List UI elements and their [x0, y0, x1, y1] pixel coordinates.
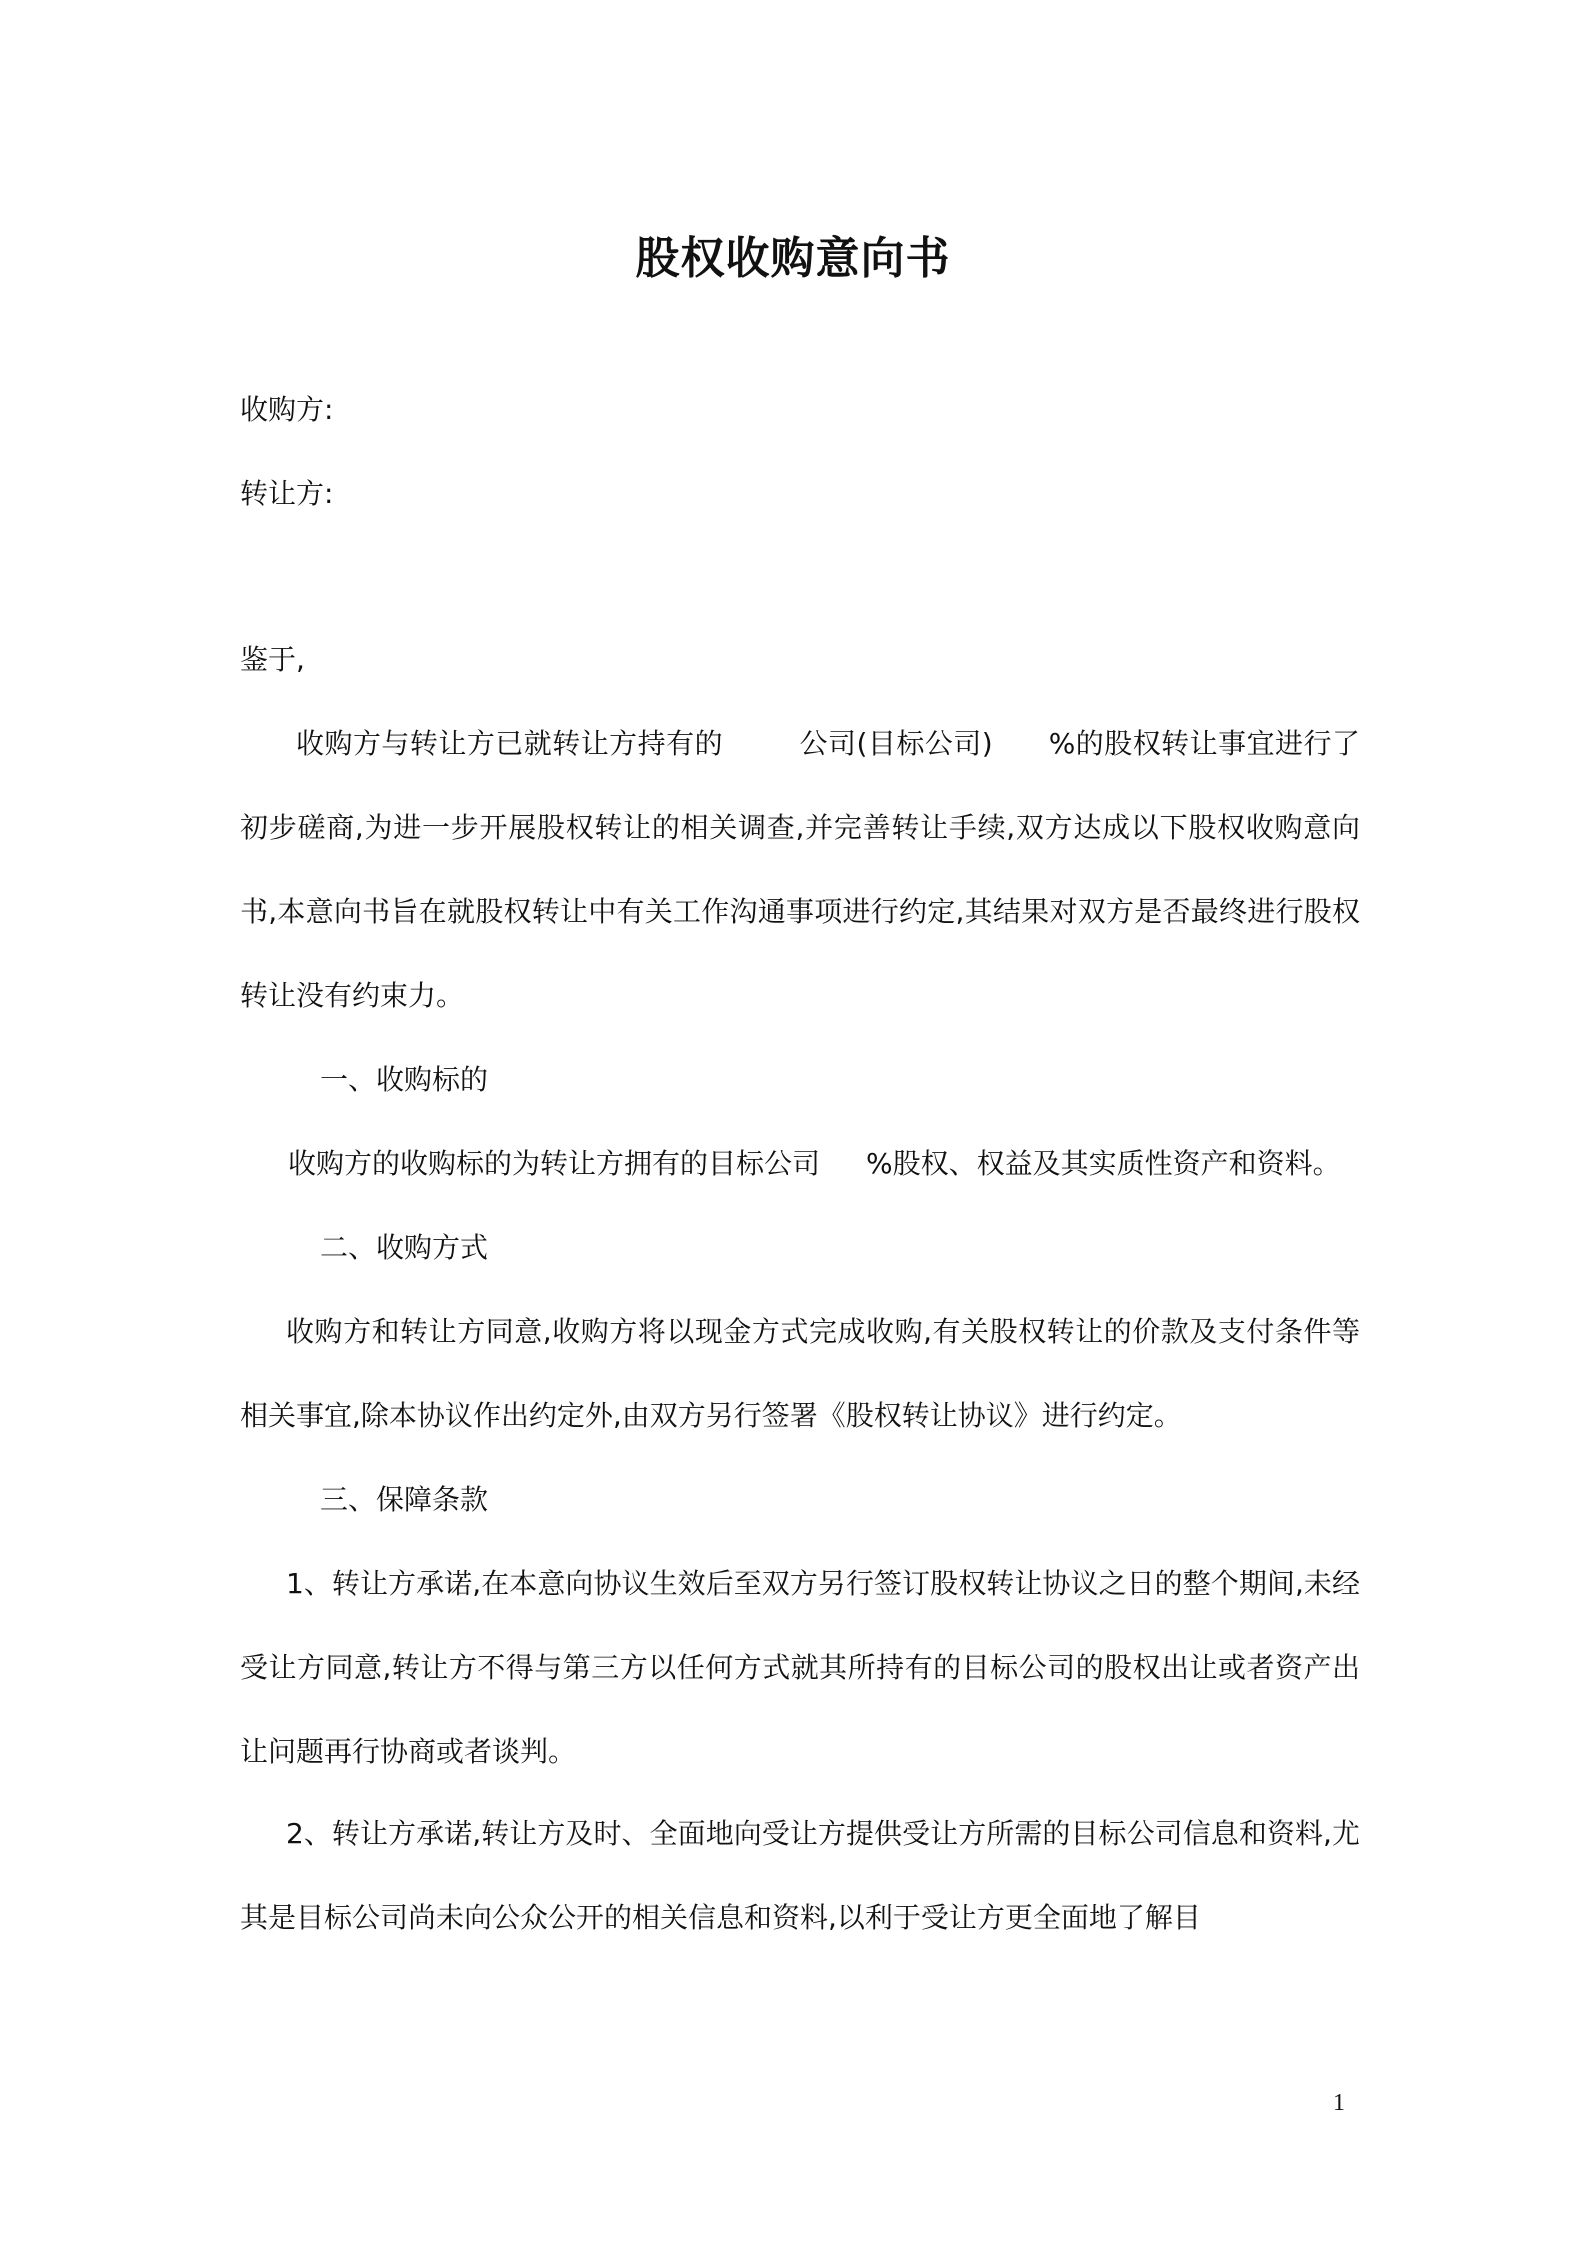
acquirer-label: 收购方: [240, 393, 334, 426]
section3-heading: 三、保障条款 [320, 1483, 489, 1516]
intro-paragraph [240, 702, 1360, 1038]
page-number: 1 [1333, 2090, 1345, 2116]
intro-text-part2: 公司(目标公司) [799, 727, 993, 760]
section2-heading: 二、收购方式 [320, 1231, 489, 1264]
section1-body-part2: %股权、权益及其实质性资产和资料。 [866, 1147, 1341, 1180]
section2-body: 收购方和转让方同意,收购方将以现金方式完成收购,有关股权转让的价款及支付条件等相关事宜,除本协议作出约定外,由双方另行签署《股权转让协议》进行约定。 [240, 1315, 1360, 1432]
whereas-label: 鉴于, [240, 643, 305, 676]
transferor-label: 转让方: [240, 477, 334, 510]
intro-text-part1: 收购方与转让方已就转让方持有的 [296, 727, 724, 760]
document-title: 股权收购意向书 [635, 233, 951, 284]
section1-heading: 一、收购标的 [320, 1063, 489, 1096]
section3-clause1: 1、转让方承诺,在本意向协议生效后至双方另行签订股权转让协议之日的整个期间,未经受让方同意,转让方不得与第三方以任何方式就其所持有的目标公司的股权出让或者资产出让问题再行协商或者谈判。 [240, 1567, 1360, 1768]
section1-body [288, 1144, 1341, 1184]
section3-clause2: 2、转让方承诺,转让方及时、全面地向受让方提供受让方所需的目标公司信息和资料,尤其是目标公司尚未向公众公开的相关信息和资料,以利于受让方更全面地了解目 [240, 1817, 1360, 1934]
intro-text-part3: %的股权转让事宜进行了初步磋商,为进一步开展股权转让的相关调查,并完善转让手续,双方达成以下股权收购意向书,本意向书旨在就股权转让中有关工作沟通事项进行约定,其结果对双方是否最终进行股权转让没有约束力。 [240, 727, 1360, 1012]
section1-body-part1: 收购方的收购标的为转让方拥有的目标公司 [288, 1147, 821, 1180]
